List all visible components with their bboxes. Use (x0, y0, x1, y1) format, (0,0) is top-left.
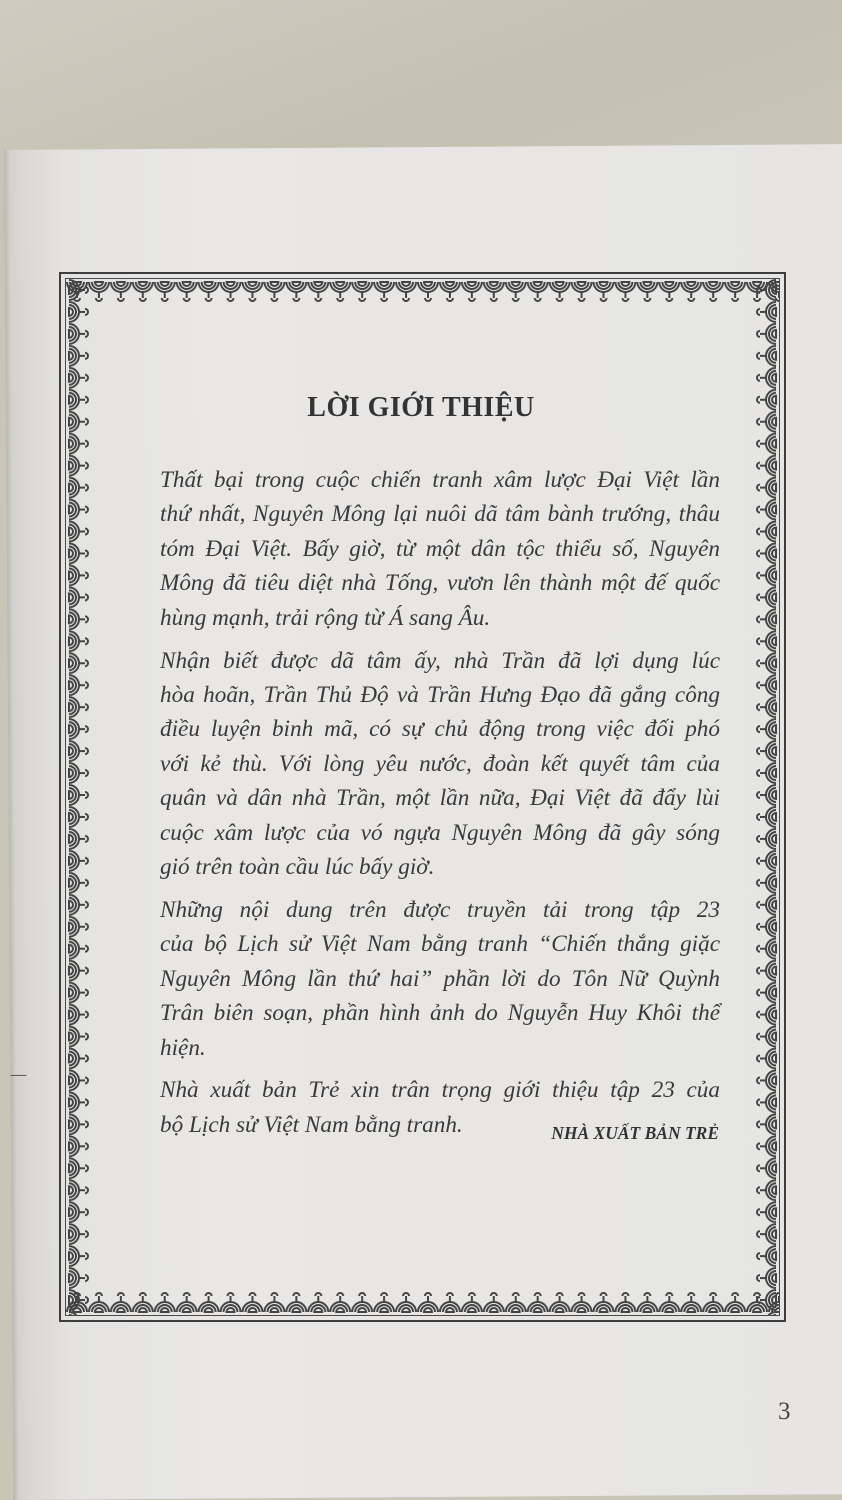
text-line: quân và dân nhà Trần, một lần nữa, Đại Việt đã đẩy lùi (160, 785, 720, 812)
ornament-border-top (66, 279, 779, 305)
page-number: 3 (778, 1398, 791, 1425)
page-edge-shadow (4, 150, 19, 1500)
text-line: điều luyện binh mã, có sự chủ động trong việc đối phó (160, 716, 720, 743)
text-line: với kẻ thù. Với lòng yêu nước, đoàn kết quyết tâm của (160, 750, 720, 777)
text-line: của bộ Lịch sử Việt Nam bằng tranh “Chiến thắng giặc (160, 931, 720, 958)
page-title: LỜI GIỚI THIỆU (307, 392, 535, 423)
text-line: gió trên toàn cầu lúc bấy giờ. (160, 853, 435, 880)
text-line: Nhận biết được dã tâm ấy, nhà Trần đã lợi dụng lúc (160, 647, 720, 674)
introduction-body (135, 463, 720, 1151)
text-line: thứ nhất, Nguyên Mông lại nuôi dã tâm bành trướng, thâu (160, 501, 720, 528)
text-line: bộ Lịch sử Việt Nam bằng tranh. (160, 1111, 463, 1138)
ornament-border-bottom (66, 1289, 779, 1315)
text-line: Những nội dung trên được truyền tải trong tập 23 (160, 896, 720, 923)
paragraph-1 (135, 463, 720, 635)
text-line: hùng mạnh, trải rộng từ Á sang Âu. (160, 604, 491, 631)
text-line: tóm Đại Việt. Bấy giờ, từ một dân tộc thiểu số, Nguyên (160, 535, 720, 562)
text-line: Nhà xuất bản Trẻ xin trân trọng giới thiệu tập 23 của (160, 1077, 720, 1104)
ornament-border-left (66, 279, 92, 1315)
publisher-signature: NHÀ XUẤT BẢN TRẺ (551, 1123, 719, 1143)
text-line: Trân biên soạn, phần hình ảnh do Nguyễn Huy Khôi thể (160, 1000, 720, 1027)
text-line: hiện. (160, 1034, 206, 1061)
paragraph-3 (135, 893, 720, 1065)
text-line: Thất bại trong cuộc chiến tranh xâm lược Đại Việt lần (160, 467, 720, 493)
text-line: Nguyên Mông lần thứ hai” phần lời do Tôn Nữ Quỳnh (160, 965, 720, 992)
paragraph-2 (135, 644, 720, 885)
text-line: cuộc xâm lược của vó ngựa Nguyên Mông đã gây sóng (160, 819, 720, 846)
text-line: Mông đã tiêu diệt nhà Tống, vươn lên thành một đế quốc (160, 570, 720, 597)
ornament-border-right (753, 279, 779, 1315)
text-line: hòa hoãn, Trần Thủ Độ và Trần Hưng Đạo đã gắng công (160, 681, 720, 708)
previous-page-edge (10, 1075, 26, 1076)
